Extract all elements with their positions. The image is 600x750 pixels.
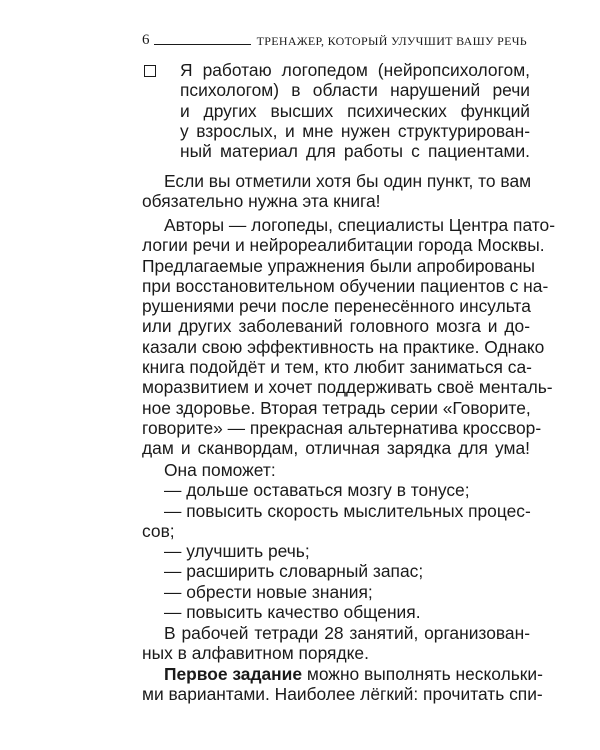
text-line: говорите» — прекрасная альтернатива кроссвор- (142, 417, 542, 438)
text-line: Если вы отметили хотя бы один пункт, то вам (164, 171, 532, 191)
list-item: — обрести новые знания; (164, 581, 373, 602)
text-line: ми вариантами. Наиболее лёгкий: прочитать спи- (142, 684, 543, 705)
text-line: дам и сканвордам, отличная зарядка для ума! (142, 438, 530, 459)
text-line: рушениями речи после перенесённого инсульта (142, 296, 531, 317)
text-line: психологом) в области нарушений речи (180, 80, 530, 101)
list-item: — расширить словарный запас; (164, 561, 424, 582)
running-header (142, 28, 527, 48)
text-line (142, 664, 543, 684)
list-item: — повысить качество общения. (164, 602, 421, 623)
paragraph-authors (142, 215, 555, 459)
text-line: и других высших психических функций (180, 100, 530, 121)
paragraph-conclusion (142, 171, 530, 212)
text-line: Предлагаемые упражнения были апробированы (142, 255, 536, 276)
text-line-rest: можно выполнять нескольки- (302, 664, 543, 684)
list-intro: Она поможет: (164, 460, 276, 480)
bold-lead: Первое задание (164, 664, 303, 684)
text-line: логии речи и нейрореалибитации города Москвы. (142, 235, 545, 256)
text-line: моразвитием и хочет поддерживать своё менталь- (142, 377, 553, 398)
text-line: В рабочей тетради 28 занятий, организован- (164, 623, 530, 643)
text-line: книга подойдёт и тем, кто любит заниматься са- (142, 357, 532, 378)
list-item: — улучшить речь; (164, 541, 310, 562)
header-rule (154, 44, 251, 45)
paragraph-first-task (142, 664, 543, 705)
text-line: обязательно нужна эта книга! (142, 191, 381, 212)
running-title: ТРЕНАЖЕР, КОТОРЫЙ УЛУЧШИТ ВАШУ РЕЧЬ (256, 34, 527, 48)
text-line: или других заболеваний головного мозга и до- (142, 316, 530, 337)
text-line: Я работаю логопедом (нейропсихологом, (180, 60, 530, 80)
checkbox-icon[interactable] (144, 65, 156, 77)
text-line: при восстановительном обучении пациентов с на- (142, 275, 549, 296)
text-line: Авторы — логопеды, специалисты Центра пато- (164, 215, 555, 235)
list-item: — повысить скорость мыслительных процес- (164, 500, 531, 521)
text-line: казали свою эффективность на практике. Однако (142, 336, 545, 357)
paragraph-lessons (142, 623, 530, 664)
checklist-item-text (180, 60, 530, 161)
list-item-continuation: сов; (142, 520, 175, 541)
text-line: ный материал для работы с пациентами. (180, 141, 530, 162)
list-item: — дольше оставаться мозгу в тонусе; (164, 480, 470, 501)
page-number: 6 (142, 32, 150, 48)
text-line: у взрослых, и мне нужен структурирован- (180, 120, 530, 141)
text-line: ное здоровье. Вторая тетрадь серии «Говорите, (142, 397, 531, 418)
text-line: ных в алфавитном порядке. (142, 643, 369, 664)
benefits-list (142, 460, 530, 622)
